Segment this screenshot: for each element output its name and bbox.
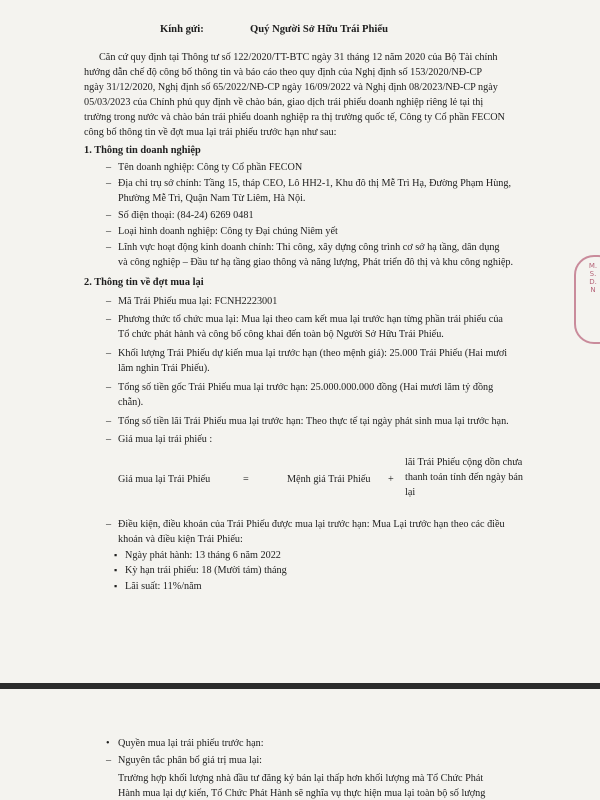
greeting-prefix: Kính gửi: xyxy=(160,24,204,35)
intro-line: 05/03/2023 của Chính phủ quy định về chào bán, giao dịch trái phiếu doanh nghiệp riêng lẻ tại thị xyxy=(84,97,484,108)
list-item-continuation: chẵn). xyxy=(118,397,144,408)
greeting-recipient: Quý Người Sở Hữu Trái Phiếu xyxy=(250,24,388,35)
sub-list-item: ▪ Kỳ hạn trái phiếu: 18 (Mười tám) tháng xyxy=(125,563,287,578)
formula-plus: + xyxy=(388,474,394,485)
paragraph-line: Hành mua lại dự kiến, Tổ Chức Phát Hành sẽ nghĩa vụ thực hiện mua lại toàn bộ số lượng xyxy=(118,788,486,799)
formula-lhs: Giá mua lại Trái Phiếu xyxy=(118,474,211,485)
section-2-title: 2. Thông tin về đợt mua lại xyxy=(84,277,204,288)
intro-line: ngày 31/12/2020, Nghị định số 65/2022/NĐ-CP ngày 16/09/2022 và Nghị định 08/2023/NĐ-CP ngày xyxy=(84,82,498,93)
list-item: – Số điện thoại: (84-24) 6269 0481 xyxy=(118,208,254,223)
list-item-continuation: Phường Mễ Trì, Quận Nam Từ Liêm, Hà Nội. xyxy=(118,193,306,204)
list-item-continuation: lăm nghìn Trái Phiếu). xyxy=(118,363,210,374)
list-item: – Nguyên tắc phân bổ giá trị mua lại: xyxy=(118,753,262,768)
intro-line: trường trong nước và chào bán trái phiếu doanh nghiệp ra thị trường quốc tế, Công ty Cổ phần FECON xyxy=(84,112,505,123)
list-item: – Lĩnh vực hoạt động kinh doanh chính: Thi công, xây dựng công trình cơ sở hạ tầng, dân dụng xyxy=(118,240,500,255)
list-item: – Tổng số tiền gốc Trái Phiếu mua lại trước hạn: 25.000.000.000 đồng (Hai mươi lăm tỷ đồng xyxy=(118,380,493,395)
intro-line: hướng dẫn chế độ công bố thông tin và báo cáo theo quy định của Nghị định số 153/2020/NĐ-CP xyxy=(84,67,482,78)
list-item: – Phương thức tổ chức mua lại: Mua lại theo cam kết mua lại trước hạn từng phần trái phiếu của xyxy=(118,312,503,327)
list-item: – Tên doanh nghiệp: Công ty Cổ phần FECON xyxy=(118,160,302,175)
formula-term-2: lại xyxy=(405,487,416,498)
intro-line: công bố thông tin về đợt mua lại trái phiếu trước hạn như sau: xyxy=(84,127,337,138)
list-item: – Khối lượng Trái Phiếu dự kiến mua lại trước hạn (theo mệnh giá): 25.000 Trái Phiếu (Hai mươi xyxy=(118,346,507,361)
list-item: • Quyền mua lại trái phiếu trước hạn: xyxy=(118,736,264,751)
list-item: – Mã Trái Phiếu mua lại: FCNH2223001 xyxy=(118,294,277,309)
stamp-lettering: M.S.D.N xyxy=(588,262,598,294)
formula-term-1: Mệnh giá Trái Phiếu xyxy=(287,474,371,485)
intro-line: Căn cứ quy định tại Thông tư số 122/2020/TT-BTC ngày 31 tháng 12 năm 2020 của Bộ Tài chính xyxy=(99,52,498,63)
section-1-title: 1. Thông tin doanh nghiệp xyxy=(84,145,201,156)
formula-term-2: thanh toán tính đến ngày bán xyxy=(405,472,523,483)
list-item: – Tổng số tiền lãi Trái Phiếu mua lại trước hạn: Theo thực tế tại ngày phát sinh mua lại trước hạn. xyxy=(118,414,509,429)
formula-term-2: lãi Trái Phiếu cộng dồn chưa xyxy=(405,457,523,468)
sub-list-item: ▪ Ngày phát hành: 13 tháng 6 năm 2022 xyxy=(125,548,281,563)
list-item-continuation: và công nghiệp – Đầu tư hạ tầng giao thông và năng lượng, Phát triển đô thị và khu công nghiệp. xyxy=(118,257,513,268)
list-item: – Giá mua lại trái phiếu : xyxy=(118,432,212,447)
list-item-continuation: khoản và điều kiện Trái Phiếu: xyxy=(118,534,243,545)
list-item: – Loại hình doanh nghiệp: Công ty Đại chúng Niêm yết xyxy=(118,224,338,239)
document-page-2 xyxy=(0,689,600,800)
list-item-continuation: Tổ chức phát hành và công bố công khai đến toàn bộ Người Sở Hữu Trái Phiếu. xyxy=(118,329,444,340)
sub-list-item: ▪ Lãi suất: 11%/năm xyxy=(125,579,202,594)
paragraph-line: Trường hợp khối lượng nhà đầu tư đăng ký bán lại thấp hơn khối lượng mà Tổ Chức Phát xyxy=(118,773,484,784)
formula-equals: = xyxy=(243,474,249,485)
list-item: – Địa chỉ trụ sở chính: Tầng 15, tháp CEO, Lô HH2-1, Khu đô thị Mễ Trì Hạ, Đường Phạm Hùng, xyxy=(118,176,511,191)
list-item: – Điều kiện, điều khoản của Trái Phiếu được mua lại trước hạn: Mua Lại trước hạn theo các điều xyxy=(118,517,505,532)
